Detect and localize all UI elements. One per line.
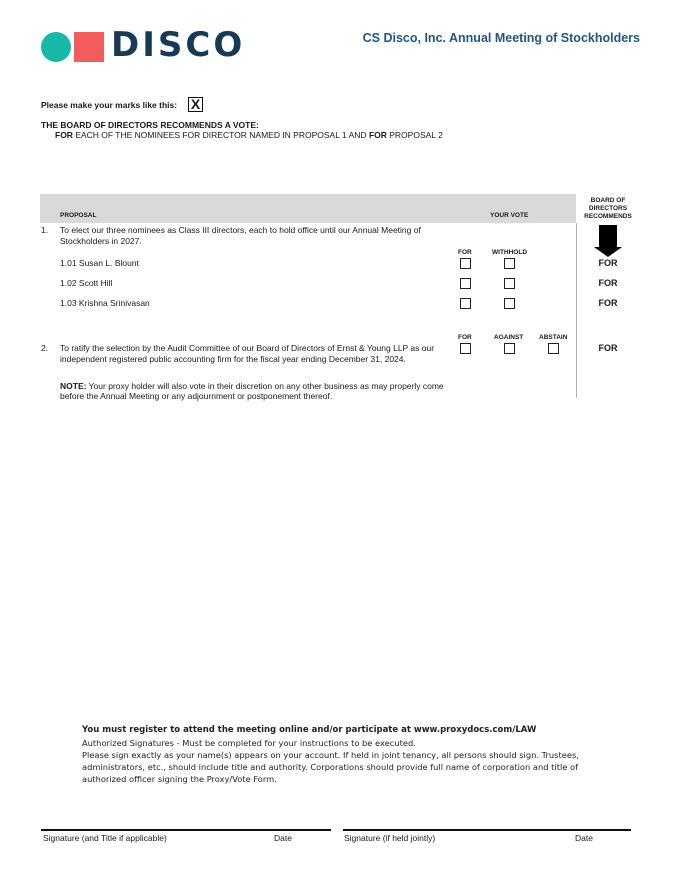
nominee-3-recommendation: FOR: [598, 298, 618, 308]
footer-instructions: [82, 724, 602, 785]
your-vote-column-header: YOUR VOTE: [490, 212, 529, 219]
signature-2-label: Signature (if held jointly): [344, 833, 436, 843]
date-1-label: Date: [274, 833, 292, 843]
down-arrow-icon: [599, 225, 617, 248]
meeting-title: CS Disco, Inc. Annual Meeting of Stockholders: [362, 31, 640, 45]
register-instruction: You must register to attend the meeting online and/or participate at www.proxydocs.com/LAW: [82, 725, 537, 735]
board-recommendation-subtext: [55, 130, 443, 140]
nominee-3-withhold-checkbox[interactable]: [504, 298, 515, 309]
proposal-2-for-header: FOR: [458, 334, 472, 341]
authorized-signatures-note: Authorized Signatures - Must be completed for your instructions to be executed.: [82, 738, 416, 748]
date-2-label: Date: [575, 833, 593, 843]
proposal-2-for-checkbox[interactable]: [460, 343, 471, 354]
signature-line-2[interactable]: [343, 829, 631, 831]
mark-example-box: X: [188, 97, 203, 112]
proposal-column-header: PROPOSAL: [60, 212, 97, 219]
logo-circle-icon: [41, 32, 71, 62]
proposal-1-withhold-header: WITHHOLD: [492, 249, 528, 256]
proposal-1-number: 1.: [41, 225, 49, 235]
marks-instruction: Please make your marks like this:: [41, 100, 178, 110]
nominee-1-label: 1.01 Susan L. Blount: [60, 258, 139, 268]
proposal-2-number: 2.: [41, 343, 49, 353]
proposal-2-against-checkbox[interactable]: [504, 343, 515, 354]
for-label-1: FOR: [55, 130, 73, 140]
signature-line-1[interactable]: [41, 829, 331, 831]
proposal-2-against-header: AGAINST: [494, 334, 524, 341]
nominee-1-recommendation: FOR: [598, 258, 618, 268]
logo-square-icon: [74, 32, 104, 62]
nominee-2-recommendation: FOR: [598, 278, 618, 288]
nominee-1-for-checkbox[interactable]: [460, 258, 471, 269]
signature-1-label: Signature (and Title if applicable): [43, 833, 167, 843]
column-divider: [576, 223, 577, 398]
proposal-1-text: To elect our three nominees as Class III directors, each to hold office until our Annual Meeting of Stockholders in 2027.: [60, 225, 421, 246]
proposal-2-text: To ratify the selection by the Audit Committee of our Board of Directors of Ernst & Young LLP as our independent registered public accounting firm for the fiscal year ending December 31, 2024.: [60, 343, 435, 364]
for-label-2: FOR: [368, 130, 387, 140]
proposal-1-for-header: FOR: [458, 249, 472, 256]
board-recommendation-heading: THE BOARD OF DIRECTORS RECOMMENDS A VOTE:: [41, 120, 259, 130]
proxy-note: [60, 381, 450, 401]
board-sub-text-1: EACH OF THE NOMINEES FOR DIRECTOR NAMED IN PROPOSAL 1 AND: [72, 130, 369, 140]
proposal-2-recommendation: FOR: [598, 343, 618, 353]
nominee-2-for-checkbox[interactable]: [460, 278, 471, 289]
nominee-2-withhold-checkbox[interactable]: [504, 278, 515, 289]
sign-instructions: Please sign exactly as your name(s) appears on your account. If held in joint tenancy, all persons should sign. Trustees, administrators, etc., should include title and authority. Corporations should provide full name of corporation and title of authorized officer signing the Proxy/Vote Form.: [82, 750, 579, 784]
proposal-2-abstain-header: ABSTAIN: [539, 334, 568, 341]
nominee-3-label: 1.03 Krishna Srinivasan: [60, 298, 150, 308]
nominee-1-withhold-checkbox[interactable]: [504, 258, 515, 269]
board-sub-text-2: PROPOSAL 2: [386, 130, 443, 140]
logo-text: DISCO: [111, 25, 246, 65]
nominee-3-for-checkbox[interactable]: [460, 298, 471, 309]
note-label: NOTE:: [60, 381, 87, 391]
board-recommends-column-header: BOARD OF DIRECTORS RECOMMENDS: [584, 197, 632, 220]
note-text: Your proxy holder will also vote in their discretion on any other business as may properly come before the Annual Meeting or any adjournment or postponement thereof.: [60, 381, 444, 401]
nominee-2-label: 1.02 Scott Hill: [60, 278, 113, 288]
proposal-2-abstain-checkbox[interactable]: [548, 343, 559, 354]
down-arrow-head-icon: [594, 247, 622, 257]
